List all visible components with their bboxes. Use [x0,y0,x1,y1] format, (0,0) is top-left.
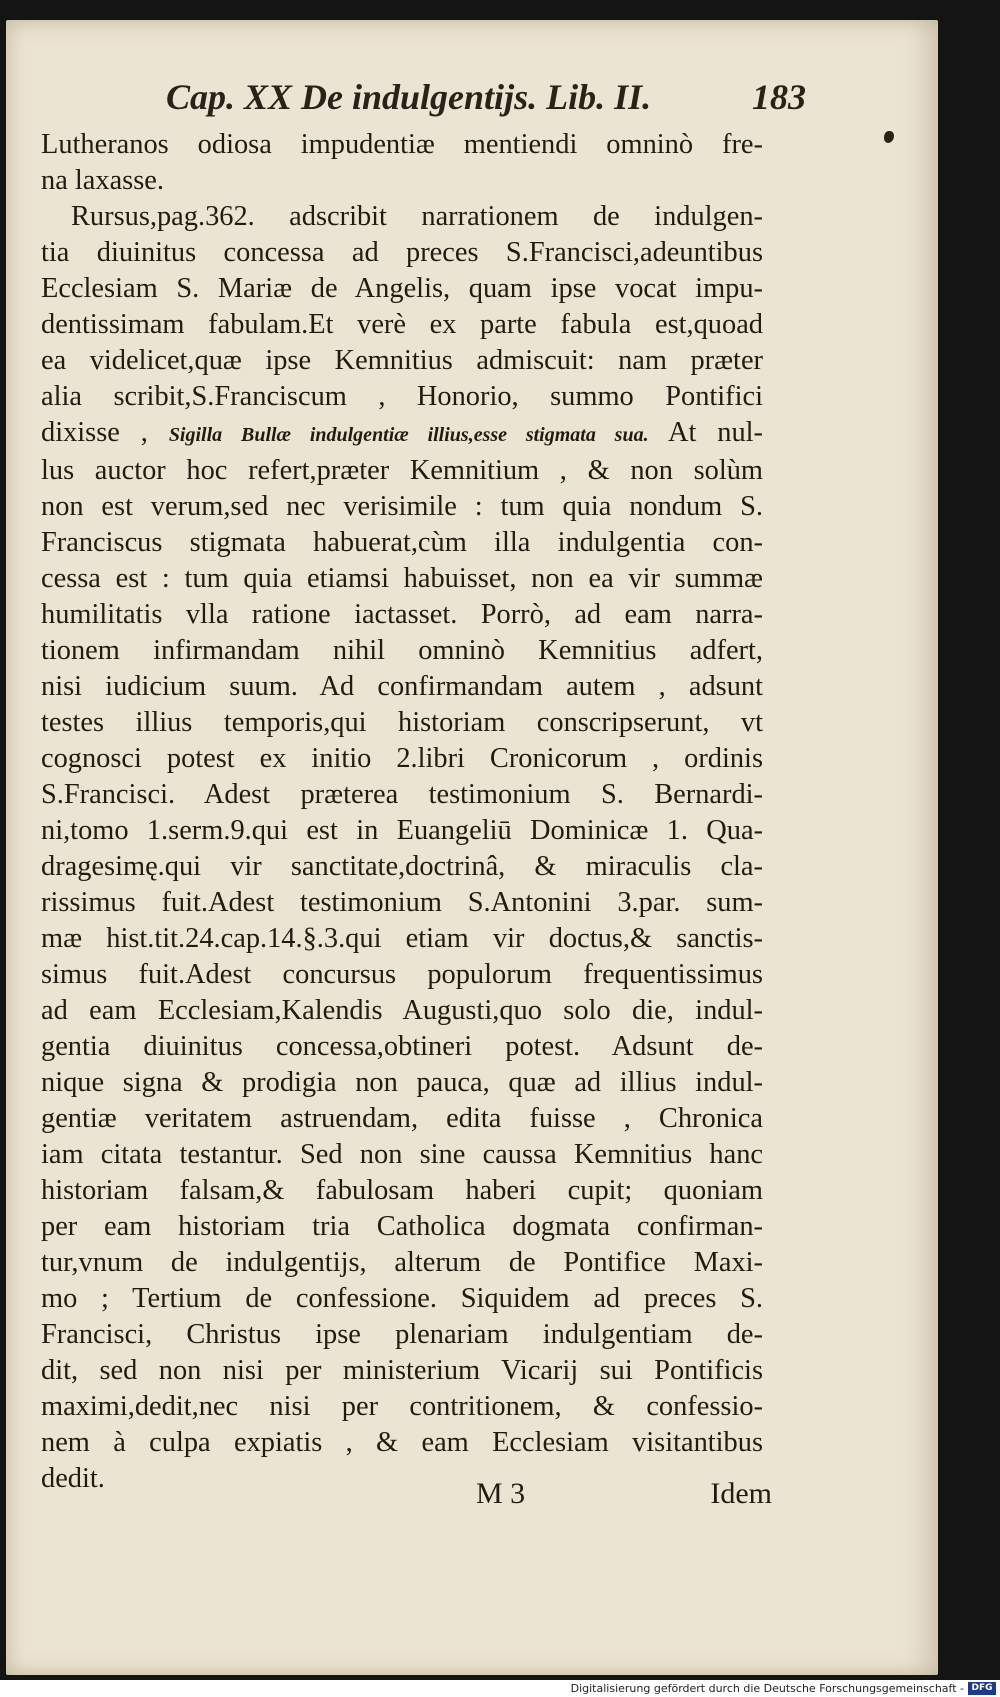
text-line: gentia diuinitus concessa,obtineri potest. Adsunt de- [41,1031,763,1062]
signature-mark: M 3 [476,1477,526,1510]
text-line: cognosci potest ex initio 2.libri Cronicorum , ordinis [41,743,763,774]
text-line: Lutheranos odiosa impudentiæ mentiendi omninò fre- [41,129,763,160]
text-line: S.Francisci. Adest præterea testimonium S. Bernardi- [41,779,763,810]
text-line: maximi,dedit,nec nisi per contritionem, & confessio- [41,1391,763,1422]
book-page [6,20,938,1675]
text-line: lus auctor hoc refert,præter Kemnitium , & non solùm [41,455,763,486]
text-line: gentiæ veritatem astruendam, edita fuisse , Chronica [41,1103,763,1134]
text-line: historiam falsam,& fabulosam haberi cupit; quoniam [41,1175,763,1206]
text-line: Francisci, Christus ipse plenariam indulgentiam de- [41,1319,763,1350]
text-line: rissimus fuit.Adest testimonium S.Antonini 3.par. sum- [41,887,763,918]
text-line: testes illius temporis,qui historiam conscripserunt, vt [41,707,763,738]
text-line: mo ; Tertium de confessione. Siquidem ad preces S. [41,1283,763,1314]
catchword: Idem [710,1477,772,1510]
text-line: per eam historiam tria Catholica dogmata confirman- [41,1211,763,1242]
text-fragment: At nul- [648,417,763,448]
text-line-with-quote [41,415,763,453]
text-line: humilitatis vlla ratione iactasset. Porrò, ad eam narra- [41,599,763,630]
text-line: tionem infirmandam nihil omninò Kemnitius adfert, [41,635,763,666]
running-header [166,76,806,126]
credit-text: Digitalisierung gefördert durch die Deutsche Forschungsgemeinschaft - [570,1682,964,1695]
text-line: ad eam Ecclesiam,Kalendis Augusti,quo solo die, indul- [41,995,763,1026]
text-line: ea videlicet,quæ ipse Kemnitius admiscuit: nam præter [41,345,763,376]
text-line: tur,vnum de indulgentijs, alterum de Pontifice Maxi- [41,1247,763,1278]
ink-blot [884,131,894,143]
text-line: ni,tomo 1.serm.9.qui est in Euangeliū Dominicæ 1. Qua- [41,815,763,846]
text-line: dedit. [41,1463,105,1494]
text-line: cessa est : tum quia etiamsi habuisset, non ea vir summæ [41,563,763,594]
text-line: Rursus,pag.362. adscribit narrationem de indulgen- [71,201,763,232]
italic-quote: Sigilla Bullæ indulgentiæ illius,esse stigmata sua. [168,424,649,446]
text-line: mæ hist.tit.24.cap.14.§.3.qui etiam vir doctus,& sanctis- [41,923,763,954]
text-line: non est verum,sed nec verisimile : tum quia nondum S. [41,491,763,522]
text-line: tia diuinitus concessa ad preces S.Francisci,adeuntibus [41,237,763,268]
running-title: Cap. XX De indulgentijs. Lib. II. [166,77,652,117]
text-line: nisi iudicium suum. Ad confirmandam autem , adsunt [41,671,763,702]
text-fragment: dixisse , [41,417,169,448]
text-line: iam citata testantur. Sed non sine caussa Kemnitius hanc [41,1139,763,1170]
dfg-logo: DFG [968,1682,996,1695]
text-line: alia scribit,S.Franciscum , Honorio, summo Pontifici [41,381,763,412]
text-line: na laxasse. [41,165,164,196]
text-line: dragesimę.qui vir sanctitate,doctrinâ, & miraculis cla- [41,851,763,882]
page-number: 183 [752,77,806,117]
text-line: dentissimam fabulam.Et verè ex parte fabula est,quoad [41,309,763,340]
text-line: nem à culpa expiatis , & eam Ecclesiam visitantibus [41,1427,763,1458]
text-line: dit, sed non nisi per ministerium Vicarij sui Pontificis [41,1355,763,1386]
body-text [41,127,763,1497]
text-line: Ecclesiam S. Mariæ de Angelis, quam ipse vocat impu- [41,273,763,304]
text-line: simus fuit.Adest concursus populorum frequentissimus [41,959,763,990]
text-line: Franciscus stigmata habuerat,cùm illa indulgentia con- [41,527,763,558]
text-line: nique signa & prodigia non pauca, quæ ad illius indul- [41,1067,763,1098]
page-footer [476,1477,772,1517]
digitization-credit-bar [0,1680,1000,1697]
